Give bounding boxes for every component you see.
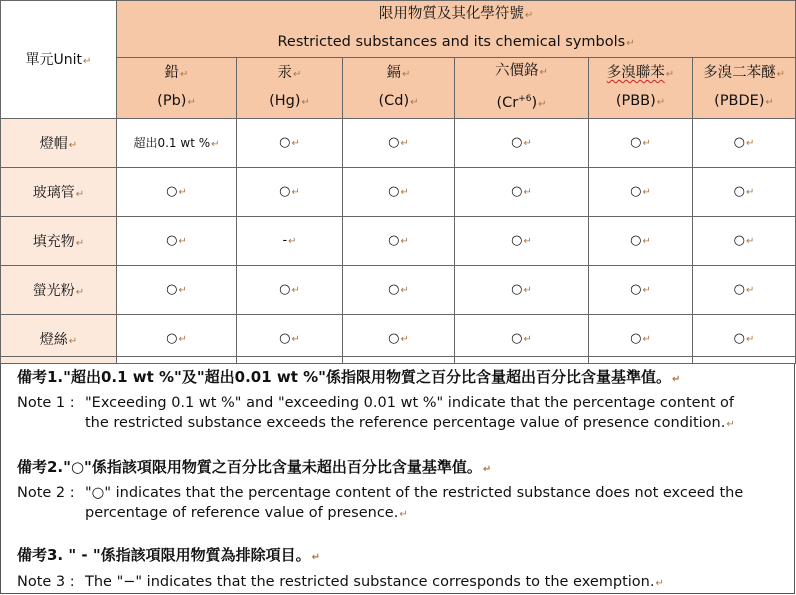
table-cell: ○↵ — [693, 314, 796, 363]
table-cell: ○↵ — [589, 118, 693, 167]
substance-header-pb: 鉛↵ (Pb)↵ — [117, 58, 237, 119]
row-unit-label: 燈帽↵ — [1, 118, 117, 167]
table-cell: ○↵ — [455, 118, 589, 167]
table-cell: ○↵ — [343, 118, 455, 167]
table-row — [1, 216, 796, 265]
unit-header-label: 單元Unit — [25, 52, 83, 69]
substance-header-cd: 鎘↵ (Cd)↵ — [343, 58, 455, 119]
table-cell: 超出0.1 wt %↵ — [117, 118, 237, 167]
table-cell: ○↵ — [589, 167, 693, 216]
table-cell: ○↵ — [343, 265, 455, 314]
table-row — [1, 118, 796, 167]
table-cell: ○↵ — [343, 216, 455, 265]
table-row — [1, 265, 796, 314]
table-cell: ○↵ — [589, 265, 693, 314]
note-1-cn: 備考1."超出0.1 wt %"及"超出0.01 wt %"係指限用物質之百分比含量超出百分比含量基準值。↵ — [17, 368, 681, 386]
table-cell: ○↵ — [589, 314, 693, 363]
table-cell: ○↵ — [455, 216, 589, 265]
table-cell: ○↵ — [237, 118, 343, 167]
unit-header — [1, 1, 117, 119]
table-cell: ○↵ — [343, 314, 455, 363]
table-cell: -↵ — [237, 216, 343, 265]
row-unit-label: 填充物↵ — [1, 216, 117, 265]
table-cell: ○↵ — [693, 118, 796, 167]
note-3-cn: 備考3. " - "係指該項限用物質為排除項目。↵ — [17, 546, 321, 564]
table-cell: ○↵ — [455, 314, 589, 363]
note-1-en: Note 1 : "Exceeding 0.1 wt %" and "exceeding 0.01 wt %" indicate that the percentage content of the restricted substance exceeds the reference percentage value of presence condition.↵ — [17, 395, 735, 431]
substance-header-pbde: 多溴二苯醚↵ (PBDE)↵ — [693, 58, 796, 119]
note-2-cn: 備考2."○"係指該項限用物質之百分比含量未超出百分比含量基準值。↵ — [17, 458, 492, 476]
table-title — [117, 1, 796, 58]
note-3-en: Note 3 : The "−" indicates that the restricted substance corresponds to the exemption.↵ — [17, 574, 664, 590]
table-cell: ○↵ — [117, 314, 237, 363]
table-cell: ○↵ — [693, 216, 796, 265]
table-title-en: Restricted substances and its chemical symbols↵ — [277, 34, 635, 50]
substance-header-hg: 汞↵ (Hg)↵ — [237, 58, 343, 119]
row-unit-label: 玻璃管↵ — [1, 167, 117, 216]
table-cell: ○↵ — [117, 216, 237, 265]
row-unit-label: 燈絲↵ — [1, 314, 117, 363]
table-cell: ○↵ — [693, 265, 796, 314]
substance-header-pbb: 多溴聯苯↵ (PBB)↵ — [589, 58, 693, 119]
table-cell: ○↵ — [589, 216, 693, 265]
table-title-cn: 限用物質及其化學符號↵ — [378, 6, 534, 22]
table-cell: ○↵ — [237, 314, 343, 363]
table-cell: ○↵ — [117, 265, 237, 314]
note-2-en: Note 2 : "○" indicates that the percentage content of the restricted substance does not exceed the percentage of reference value of presence.↵ — [17, 485, 744, 521]
substance-header-cr6: 六價鉻↵ $(Cr^{+6})↵$ — [455, 58, 589, 119]
notes-section — [0, 356, 795, 594]
table-cell: ○↵ — [237, 265, 343, 314]
table-cell: ○↵ — [455, 265, 589, 314]
paragraph-mark-icon: ↵ — [83, 56, 92, 68]
table-cell: ○↵ — [343, 167, 455, 216]
table-cell: ○↵ — [117, 167, 237, 216]
table-row — [1, 167, 796, 216]
table-cell: ○↵ — [237, 167, 343, 216]
row-unit-label: 螢光粉↵ — [1, 265, 117, 314]
table-cell: ○↵ — [455, 167, 589, 216]
table-cell: ○↵ — [693, 167, 796, 216]
